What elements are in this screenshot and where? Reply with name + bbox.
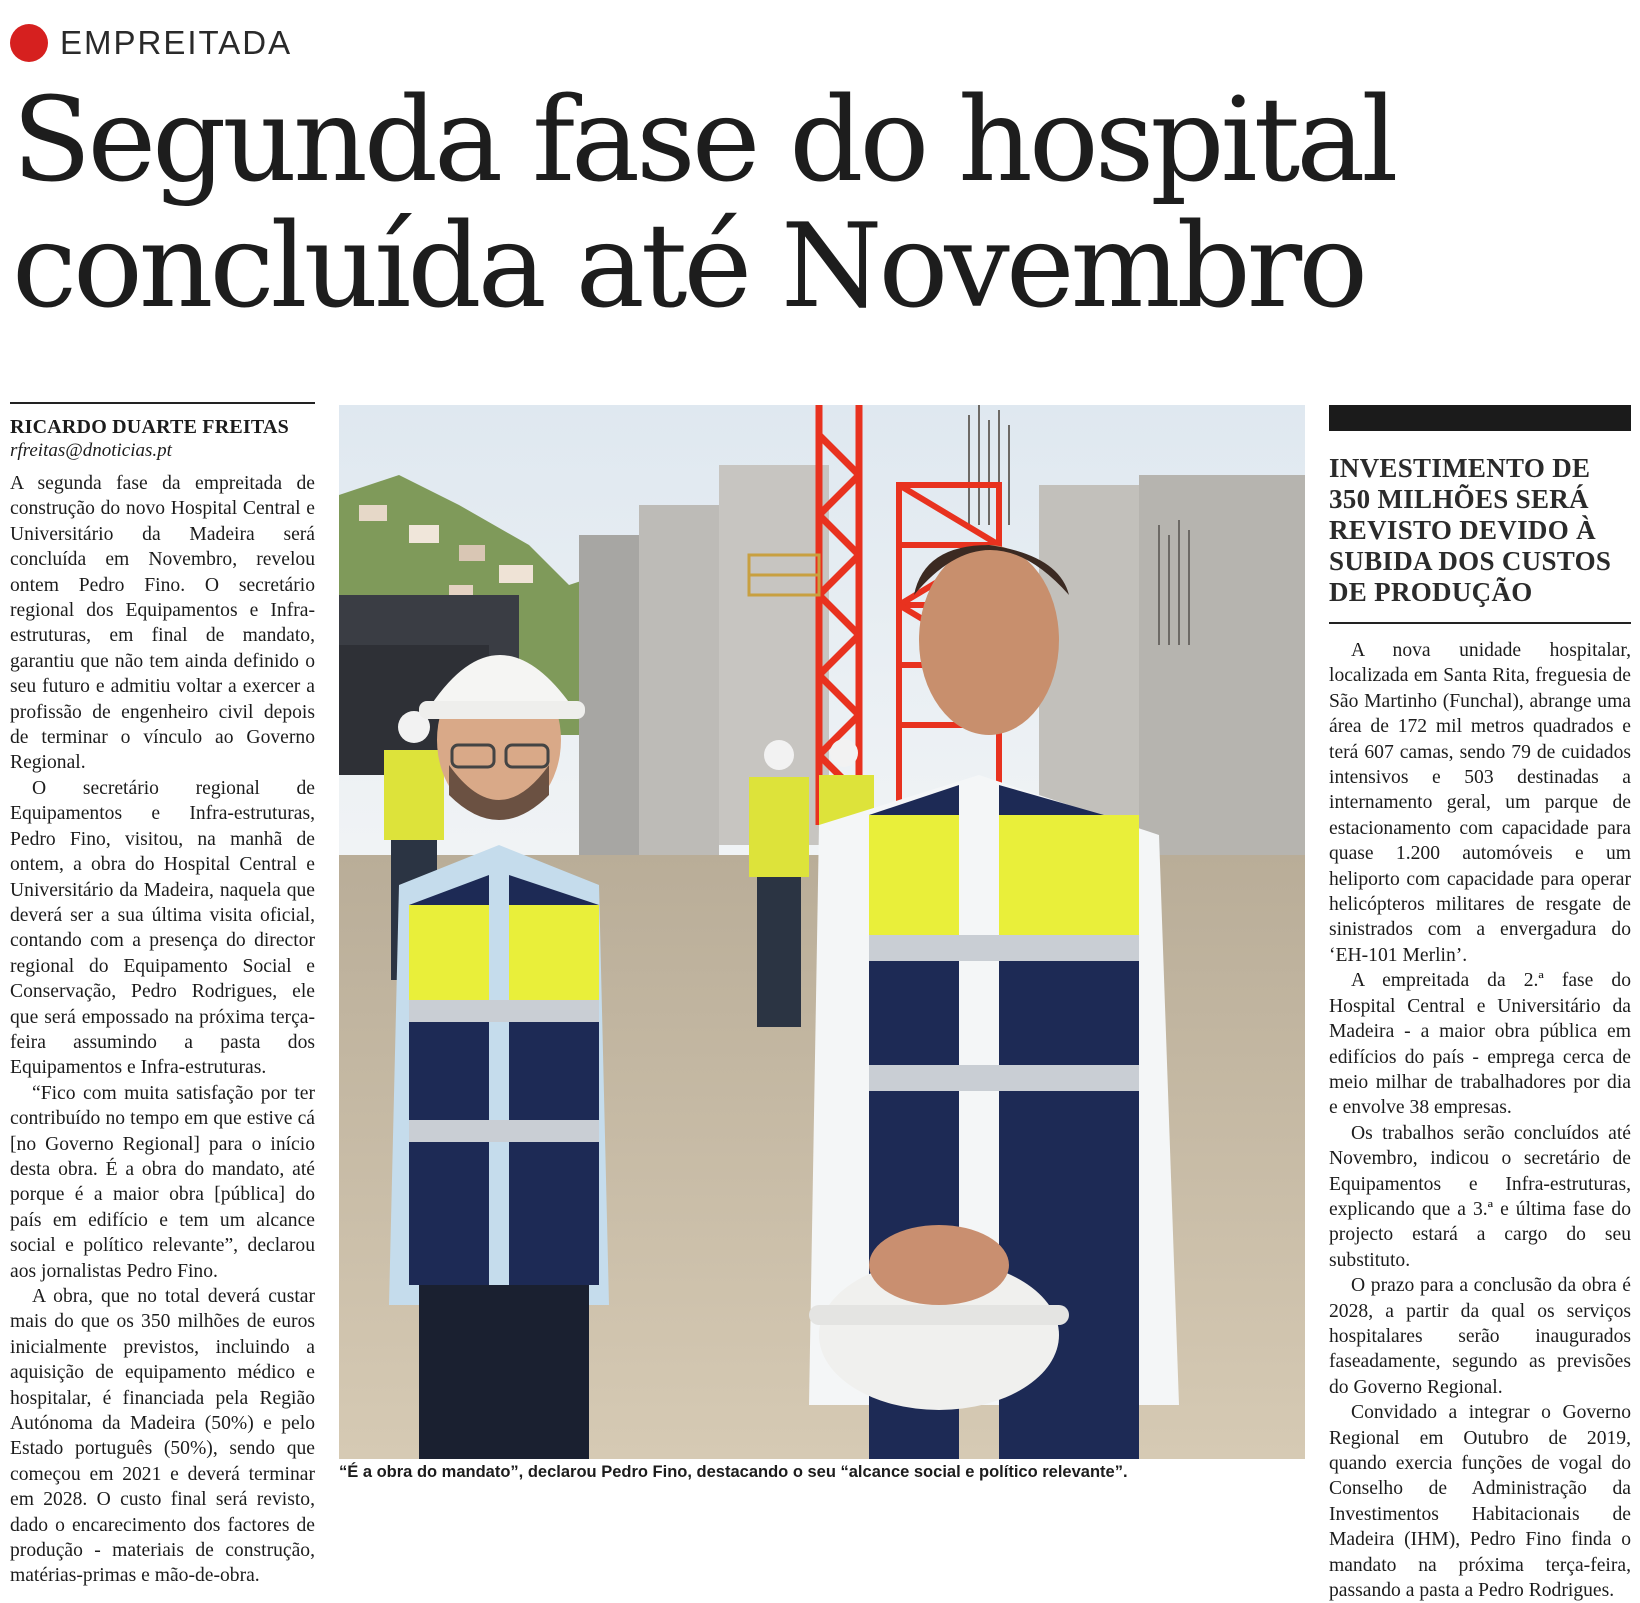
- paragraph: Convidado a integrar o Governo Regional em Outubro de 2019, quando exercia funções de vogal do Conselho de Administração da Investimentos Habitacionais de Madeira (IHM), Pedro Fino finda o mandato na próxima terça-feira, passando a pasta a Pedro Rodrigues.: [1329, 1402, 1631, 1602]
- section-label: EMPREITADA: [60, 24, 293, 61]
- paragraph: A obra, que no total deverá custar mais do que os 350 milhões de euros inicialmente previstos, incluindo a aquisição de equipamento médico e hospitalar, é financiada pela Região Autónoma da Madeira (50%) e pelo Estado português (50%), sendo que começou em 2021 e deverá terminar em 2028. O custo final será revisto, dado o encarecimento dos factores de produção - materiais de construção, matérias-primas e mão-de-obra.: [10, 1286, 315, 1587]
- headline-line-2: concluída até Novembro: [12, 199, 1365, 334]
- section-kicker: [10, 18, 292, 68]
- sidebar-rule: [1329, 622, 1631, 624]
- paragraph: “Fico com muita satisfação por ter contribuído no tempo em que estive cá [no Governo Regional] para o início desta obra. É a obra do mandato, até porque é a maior obra [pública] do país em edifício e tem um alcance social e político relevante”, declarou aos jornalistas Pedro Fino.: [10, 1082, 315, 1282]
- headline: [12, 73, 1622, 334]
- right-column: [1329, 405, 1631, 1603]
- left-body: [10, 471, 315, 1589]
- paragraph: O prazo para a conclusão da obra é 2028, a partir da qual os serviços hospitalares serão inaugurados faseadamente, segundo as previsões do Governo Regional.: [1329, 1275, 1631, 1398]
- left-column: [10, 402, 315, 1589]
- news-photo: [339, 405, 1305, 1459]
- right-body: [1329, 638, 1631, 1603]
- photo-caption: “É a obra do mandato”, declarou Pedro Fino, destacando o seu “alcance social e político relevante”.: [339, 1463, 1128, 1481]
- paragraph: Os trabalhos serão concluídos até Novembro, indicou o secretário de Equipamentos e Infra-estruturas, explicando que a 3.ª e última fase do projecto estará a cargo do seu substituto.: [1329, 1122, 1631, 1271]
- paragraph: A nova unidade hospitalar, localizada em Santa Rita, freguesia de São Martinho (Funchal), abrange uma área de 172 mil metros quadrados e terá 607 camas, sendo 79 de cuidados intensivos e 503 destinadas a internamento geral, um parque de estacionamento com capacidade para quase 1.200 automóveis e um heliporto com capacidade para operar helicópteros militares de resgate de sinistrados com a envergadura do ‘EH-101 Merlin’.: [1329, 640, 1631, 966]
- paragraph: O secretário regional de Equipamentos e Infra-estruturas, Pedro Fino, visitou, na manhã de ontem, a obra do Hospital Central e Universitário da Madeira, naquela que deverá ser a sua última visita oficial, contando com a presença do director regional do Equipamento Social e Conservação, Pedro Rodrigues, ele que será empossado na próxima terça-feira assumindo a pasta dos Equipamentos e Infra-estruturas.: [10, 777, 315, 1079]
- sidebar-black-bar: [1329, 405, 1631, 431]
- paragraph: A segunda fase da empreitada de construção do novo Hospital Central e Universitário da Madeira será concluída em Novembro, revelou ontem Pedro Fino. O secretário regional dos Equipamentos e Infra-estruturas, em final de mandato, garantiu que não tem ainda definido o seu futuro e admitiu voltar a exercer a profissão de engenheiro civil depois de terminar o vínculo ao Governo Regional.: [10, 473, 315, 774]
- headline-line-1: Segunda fase do hospital: [12, 73, 1395, 208]
- byline-rule: [10, 402, 315, 404]
- section-dot-icon: [10, 24, 48, 62]
- author-name: RICARDO DUARTE FREITAS: [10, 416, 289, 438]
- construction-site-illustration: [339, 405, 1305, 1459]
- author-email[interactable]: rfreitas@dnoticias.pt: [10, 440, 172, 461]
- paragraph: A empreitada da 2.ª fase do Hospital Central e Universitário da Madeira - a maior obra pública em edifícios do país - emprega cerca de meio milhar de trabalhadores por dia e envolve 38 empresas.: [1329, 970, 1631, 1119]
- sidebar-title: INVESTIMENTO DE 350 MILHÕES SERÁ REVISTO DEVIDO À SUBIDA DOS CUSTOS DE PRODUÇÃO: [1329, 453, 1612, 607]
